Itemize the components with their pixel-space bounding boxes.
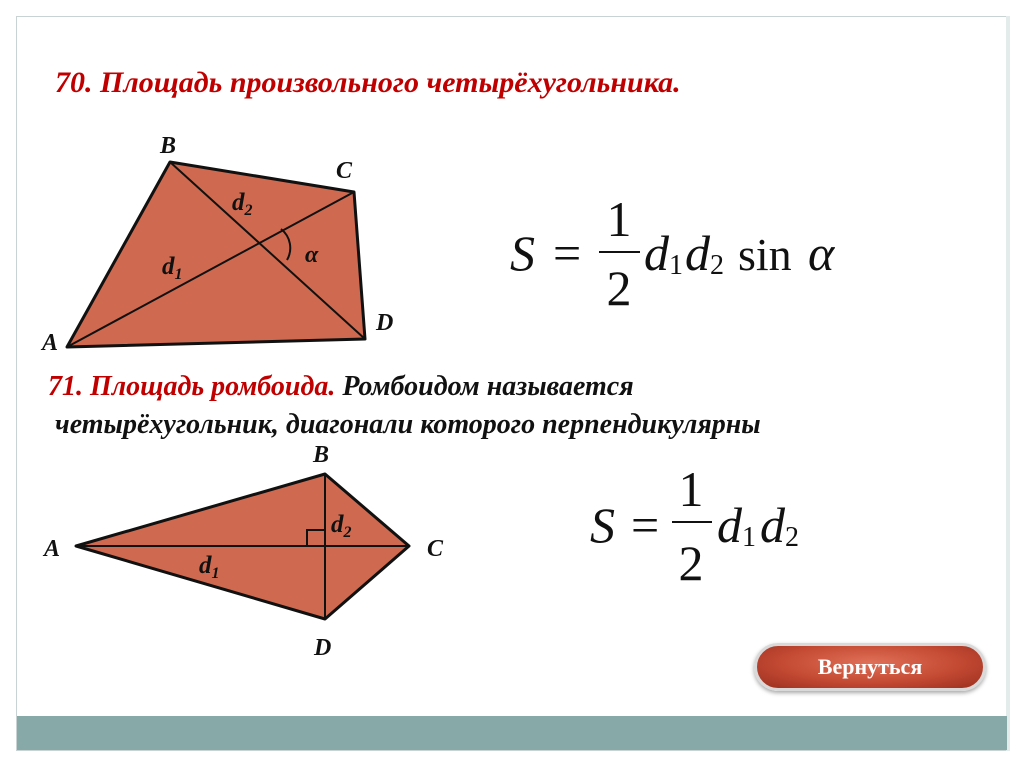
formula1-sin: sin (738, 229, 792, 280)
rhomboid-d2-sub: 2 (343, 524, 352, 541)
formula2-denominator: 2 (678, 535, 704, 591)
formula1-d2-letter: d (685, 225, 710, 281)
rhomboid-label-b: B (313, 442, 330, 468)
formula1-d1 (644, 225, 683, 281)
heading-70: 70. Площадь произвольного четырёхугольника. (55, 66, 681, 99)
rhomboid-label-c: C (427, 536, 444, 562)
formula2-numerator: 1 (678, 461, 704, 517)
formula2-d1 (717, 497, 756, 553)
formula2-d1-letter: d (717, 497, 742, 553)
rhomboid-d1-letter: d (199, 552, 212, 579)
formula2-d2-letter: d (760, 497, 785, 553)
formula2-s: S (590, 497, 615, 553)
formula1-denominator: 2 (606, 260, 632, 316)
vertex-label-b: B (160, 133, 177, 159)
definition-line-1: Ромбоидом называется (342, 371, 634, 402)
back-button[interactable]: Вернуться (754, 643, 986, 691)
d2-letter: d (232, 189, 245, 216)
rhomboid-d2-letter: d (331, 511, 344, 538)
formula2-d2-sub: 2 (785, 522, 799, 553)
formula2-d2 (760, 497, 799, 553)
d2-subscript: 2 (244, 202, 253, 219)
formula2-equals: = (631, 497, 660, 553)
figure-rhomboid (42, 442, 444, 661)
heading-71: 71. Площадь ромбоида. (48, 371, 336, 402)
formula2-d1-sub: 1 (742, 522, 756, 553)
angle-label-alpha: α (305, 242, 319, 268)
vertex-label-a: A (42, 330, 59, 356)
rhomboid-label-a: A (44, 536, 61, 562)
rhomboid-d1-sub: 1 (211, 565, 220, 582)
figure-quadrilateral (40, 133, 393, 356)
formula1-d2 (685, 225, 724, 281)
formula1-d1-sub: 1 (669, 250, 683, 281)
rhomboid-label-d: D (314, 635, 332, 661)
quadrilateral-shape (67, 162, 365, 347)
d1-subscript: 1 (174, 266, 183, 283)
vertex-label-d: D (376, 310, 394, 336)
formula1-d1-letter: d (644, 225, 669, 281)
formula1-equals: = (553, 225, 582, 281)
formula1-numerator: 1 (606, 191, 632, 247)
formula1-s: S (510, 225, 535, 281)
d1-letter: d (162, 253, 175, 280)
definition-line-2: четырёхугольник, диагонали которого перпендикулярны (55, 409, 761, 440)
formula-area-quadrilateral (510, 191, 836, 316)
formula1-alpha: α (808, 225, 835, 281)
vertex-label-c: C (336, 158, 353, 184)
formula-area-rhomboid (590, 461, 799, 591)
formula1-d2-sub: 2 (710, 250, 724, 281)
